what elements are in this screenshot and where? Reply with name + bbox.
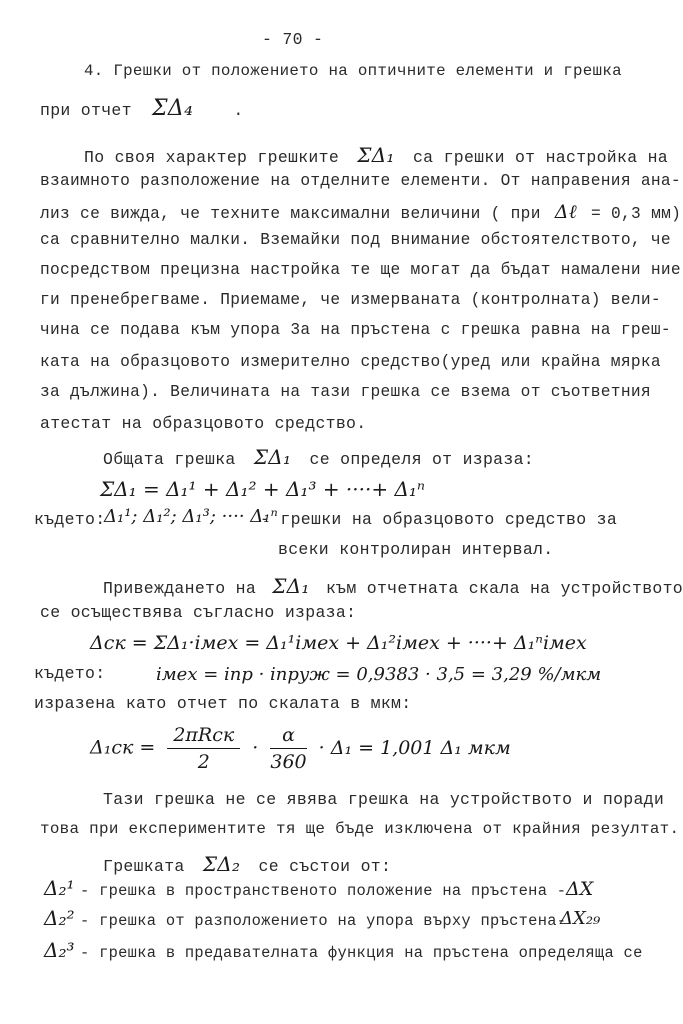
formula-delta-ck: Δск = ΣΔ₁·iмех = Δ₁¹iмех + Δ₁²iмех + ····+ Δ₁ⁿiмех bbox=[90, 632, 587, 654]
heading-text: при отчет bbox=[40, 101, 132, 120]
formula-i-mex: iмех = iпр · iпруж = 0,9383 · 3,5 = 3,29 %/мкм bbox=[156, 664, 602, 685]
where-desc-line1: - грешки на образцовото средство за bbox=[260, 510, 618, 529]
sum-delta4-symbol: ΣΔ₄ bbox=[152, 96, 194, 121]
para1-line3 bbox=[40, 201, 681, 224]
para3-line3: изразена като отчет по скалата в мкм: bbox=[34, 694, 412, 713]
para3-text: Привеждането на bbox=[103, 579, 257, 598]
para4-line1: Тази грешка не се явява грешка на устройството и поради bbox=[103, 790, 665, 809]
where-label-2: където: bbox=[34, 664, 106, 683]
para1-line6: ги пренебрегваме. Приемаме, че измерваната (контролната) вели- bbox=[40, 291, 661, 309]
item1-text: - грешка в пространственото положение на пръстена - bbox=[80, 882, 567, 900]
para2-line1 bbox=[103, 445, 534, 469]
para1-line8: ката на образцовото измерително средство(уред или крайна мярка bbox=[40, 353, 661, 371]
para5-text: Грешката bbox=[103, 857, 185, 876]
fraction-denominator: 2 bbox=[197, 751, 210, 773]
formula-delta1-ck bbox=[90, 724, 511, 773]
sum-delta1-symbol: ΣΔ₁ bbox=[357, 143, 395, 167]
sum-delta2-symbol: ΣΔ₂ bbox=[202, 852, 241, 876]
fraction-denominator: 360 bbox=[270, 751, 307, 773]
delta-list-symbols: Δ₁¹; Δ₁²; Δ₁³; ···· Δ₁ⁿ bbox=[104, 506, 278, 527]
para1-line2: взаимното разположение на отделните елементи. От направения ана- bbox=[40, 172, 681, 190]
formula-sum-delta1: ΣΔ₁ = Δ₁¹ + Δ₁² + Δ₁³ + ····+ Δ₁ⁿ bbox=[100, 477, 426, 501]
para3-line2: се осъществява съгласно израза: bbox=[40, 603, 357, 622]
para1-text: = 0,3 мм) bbox=[591, 205, 682, 223]
formula-rhs: · Δ₁ = 1,001 Δ₁ мкм bbox=[318, 736, 511, 759]
section-heading-line2 bbox=[40, 96, 244, 121]
para1-line1 bbox=[84, 143, 668, 167]
where-label-1: където: bbox=[34, 510, 106, 529]
heading-end: . bbox=[233, 101, 244, 120]
multiply-dot: · bbox=[252, 736, 259, 759]
para5-line1 bbox=[103, 852, 391, 876]
delta-x-tail: ΔX bbox=[566, 878, 594, 900]
delta2-2-symbol: Δ₂² bbox=[44, 906, 75, 930]
para4-line2: това при експериментите тя ще бъде изключена от крайния резултат. bbox=[40, 820, 680, 838]
page-number: - 70 - bbox=[262, 30, 324, 49]
para1-line9: за дължина). Величината на тази грешка се взема от съответния bbox=[40, 383, 651, 401]
fraction-alpha-360 bbox=[270, 724, 306, 773]
delta2-1-symbol: Δ₂¹ bbox=[44, 876, 75, 900]
para1-text: са грешки от настройка на bbox=[412, 148, 669, 167]
para1-line10: атестат на образцовото средство. bbox=[40, 414, 367, 433]
sum-delta1-symbol: ΣΔ₁ bbox=[253, 445, 292, 469]
para1-line5: посредством прецизна настройка те ще могат да бъдат намалени ние bbox=[40, 261, 681, 279]
where-desc-line2: всеки контролиран интервал. bbox=[278, 540, 554, 559]
formula-lhs: Δ₁ск = bbox=[90, 736, 156, 759]
item2-text: - грешка от разположението на упора върху пръстена- bbox=[80, 912, 567, 930]
fraction-numerator: α bbox=[270, 724, 306, 749]
para1-line4: са сравнително малки. Вземайки под внимание обстоятелството, че bbox=[40, 231, 671, 249]
para3-text: към отчетната скала на устройството bbox=[325, 579, 683, 598]
delta-l-symbol: Δℓ bbox=[554, 201, 577, 223]
fraction-2piRck bbox=[167, 724, 240, 773]
sum-delta1-symbol: ΣΔ₁ bbox=[272, 574, 310, 598]
fraction-numerator: 2πRск bbox=[167, 724, 240, 749]
para2-text: се определя от израза: bbox=[309, 450, 534, 469]
para5-text: се състои от: bbox=[258, 857, 392, 876]
delta-x29-tail: ΔX₂₉ bbox=[560, 908, 601, 929]
section-heading-line1: 4. Грешки от положението на оптичните елементи и грешка bbox=[84, 62, 622, 80]
para1-line7: чина се подава към упора 3а на пръстена с грешка равна на греш- bbox=[40, 321, 671, 339]
para1-text: лиз се вижда, че техните максимални величини ( при bbox=[40, 205, 541, 223]
para2-text: Общата грешка bbox=[103, 450, 236, 469]
delta2-3-symbol: Δ₂³ bbox=[44, 938, 75, 962]
para1-text: По своя характер грешките bbox=[84, 148, 340, 167]
item3-text: - грешка в предавателната функция на пръстена определяща се bbox=[80, 944, 643, 962]
para3-line1 bbox=[103, 574, 683, 598]
